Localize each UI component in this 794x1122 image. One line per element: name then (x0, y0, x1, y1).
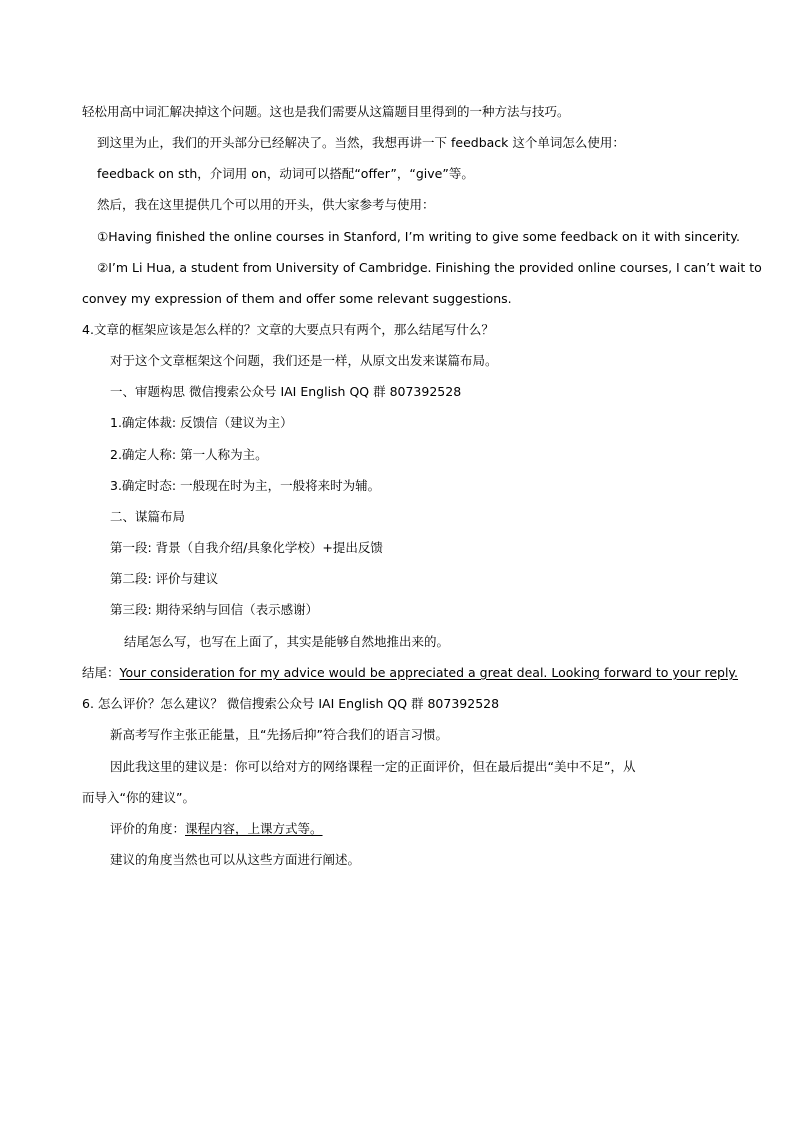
ending-sentence: Your consideration for my advice would be appreciated a great deal. Looking forward to your reply. (119, 665, 739, 680)
evaluation-line (110, 818, 724, 840)
list-item: 第三段: 期待采纳与回信（表示感谢） (110, 602, 319, 617)
paragraph-line: 到这里为止，我们的开头部分已经解决了。当然，我想再讲一下 feedback 这个单词怎么使用： (97, 135, 625, 150)
example-opening-2-continued: convey my expression of them and offer some relevant suggestions. (82, 291, 512, 306)
paragraph-line: 新高考写作主张正能量，且“先扬后抑”符合我们的语言习惯。 (110, 727, 448, 742)
list-item: 3.确定时态: 一般现在时为主，一般将来时为辅。 (110, 478, 381, 493)
list-item: 1.确定体裁: 反馈信（建议为主） (110, 415, 293, 430)
section-heading: 4.文章的框架应该是怎么样的？文章的大要点只有两个，那么结尾写什么？ (82, 322, 494, 337)
paragraph-line: 而导入“你的建议”。 (82, 790, 195, 805)
paragraph-line: 因此我这里的建议是：你可以给对方的网络课程一定的正面评价，但在最后提出“美中不足”，从 (110, 759, 636, 774)
evaluation-value: 课程内容，上课方式等。 (185, 821, 323, 836)
list-item: 第二段: 评价与建议 (110, 571, 219, 586)
paragraph-line: 轻松用高中词汇解决掉这个问题。这也是我们需要从这篇题目里得到的一种方法与技巧。 (82, 104, 570, 119)
paragraph-line: 然后，我在这里提供几个可以用的开头，供大家参考与使用： (97, 197, 435, 212)
evaluation-label: 评价的角度： (110, 821, 186, 836)
list-item: 2.确定人称: 第一人称为主。 (110, 447, 268, 462)
paragraph-line: feedback on sth，介词用 on，动词可以搭配“offer”，“give”等。 (97, 166, 474, 181)
ending-label: 结尾： (82, 665, 120, 680)
paragraph-line: 对于这个文章框架这个问题，我们还是一样，从原文出发来谋篇布局。 (110, 353, 498, 368)
subheading: 二、谋篇布局 (110, 509, 186, 524)
example-opening-1: ①Having finished the online courses in Stanford, I’m writing to give some feedback on it with sincerity. (97, 229, 740, 244)
paragraph-line: 建议的角度当然也可以从这些方面进行阐述。 (110, 852, 361, 867)
subheading: 一、审题构思 微信搜索公众号 IAI English QQ 群 807392528 (110, 384, 462, 399)
list-item: 第一段: 背景（自我介绍/具象化学校）+提出反馈 (110, 540, 383, 555)
ending-line (82, 662, 739, 684)
paragraph-line: 结尾怎么写，也写在上面了，其实是能够自然地推出来的。 (124, 634, 450, 649)
example-opening-2: ②I’m Li Hua, a student from University of Cambridge. Finishing the provided online courses, I can’t wait to (97, 260, 762, 275)
section-heading: 6. 怎么评价？怎么建议？ 微信搜索公众号 IAI English QQ 群 807392528 (82, 696, 500, 711)
